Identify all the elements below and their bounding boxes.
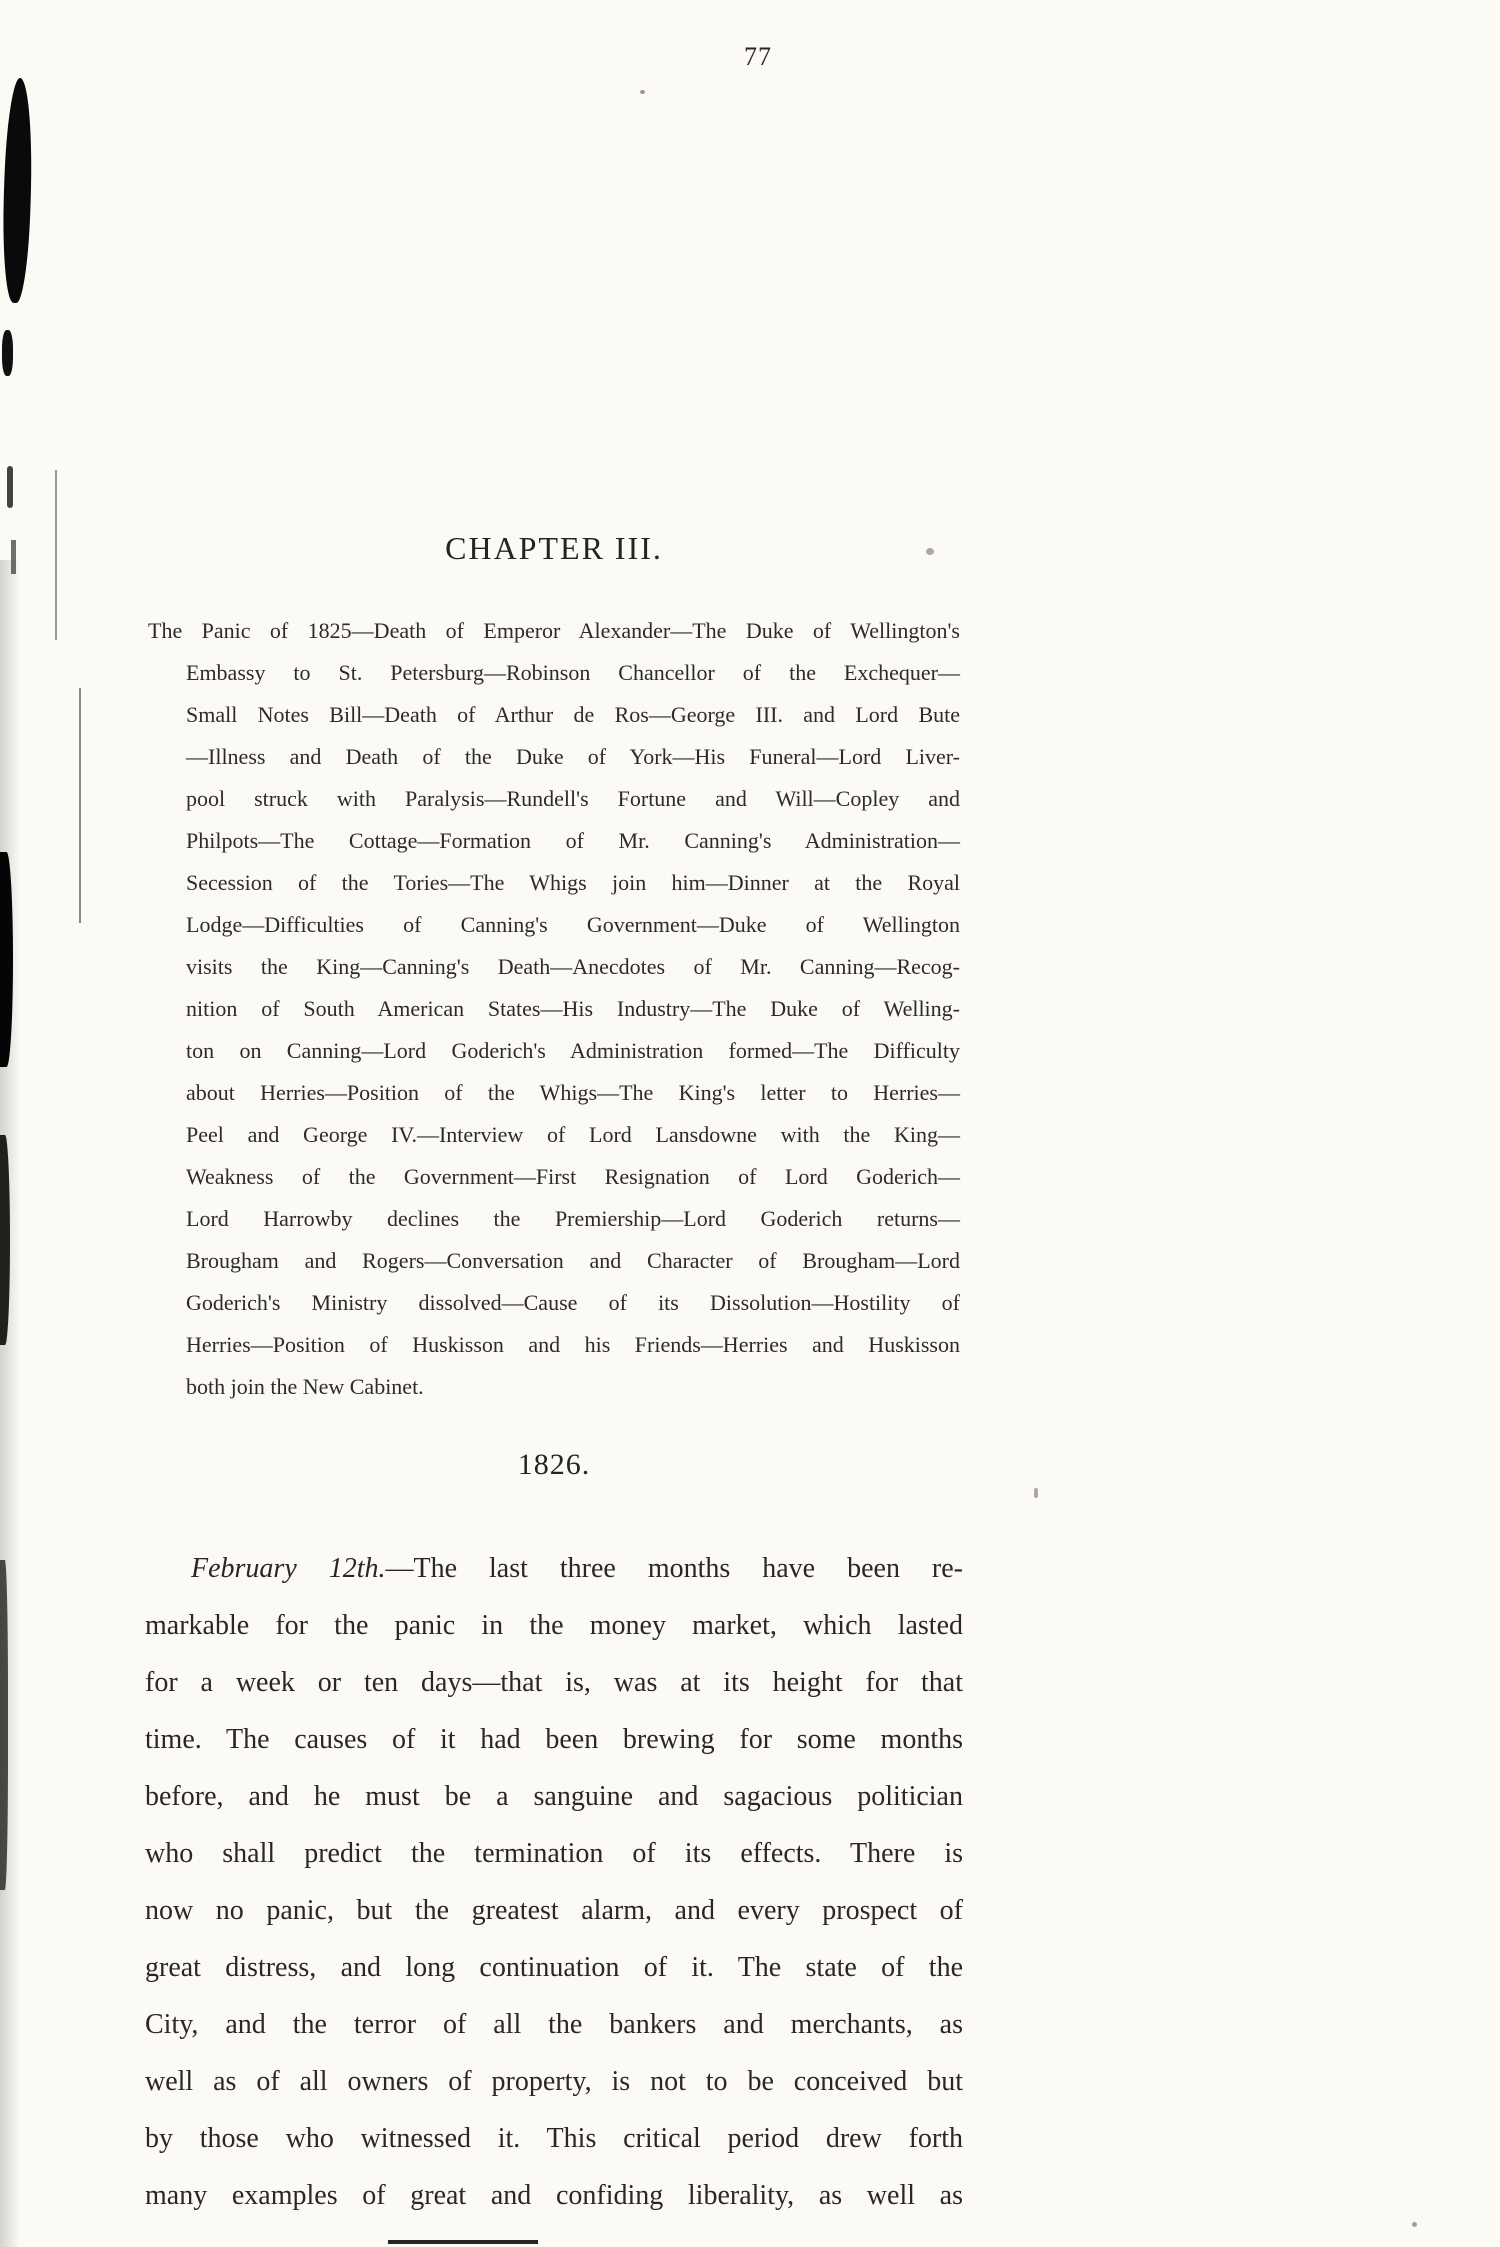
body-line: for a week or ten days—that is, was at its height for that bbox=[145, 1667, 963, 1698]
body-line: by those who witnessed it. This critical period drew forth bbox=[145, 2123, 963, 2154]
summary-line: Weakness of the Government—First Resignation of Lord Goderich— bbox=[186, 1164, 960, 1189]
summary-line: visits the King—Canning's Death—Anecdotes of Mr. Canning—Recog- bbox=[186, 954, 960, 979]
body-line: markable for the panic in the money market, which lasted bbox=[145, 1610, 963, 1641]
summary-line: Goderich's Ministry dissolved—Cause of its Dissolution—Hostility of bbox=[186, 1290, 960, 1315]
body-line-text: —The last three months have been re- bbox=[385, 1553, 963, 1584]
body-line: now no panic, but the greatest alarm, and every prospect of bbox=[145, 1895, 963, 1926]
summary-line: Philpots—The Cottage—Formation of Mr. Canning's Administration— bbox=[186, 828, 960, 853]
chapter-heading: CHAPTER III. bbox=[445, 530, 663, 566]
body-line: City, and the terror of all the bankers and merchants, as bbox=[145, 2009, 963, 2040]
scan-artifact bbox=[0, 78, 35, 304]
scan-artifact bbox=[79, 688, 81, 923]
summary-line: Herries—Position of Huskisson and his Friends—Herries and Huskisson bbox=[186, 1332, 960, 1357]
page-number: 77 bbox=[744, 42, 772, 71]
summary-line: Brougham and Rogers—Conversation and Character of Brougham—Lord bbox=[186, 1248, 960, 1273]
body-line: many examples of great and confiding liberality, as well as bbox=[145, 2180, 963, 2211]
body-line: great distress, and long continuation of it. The state of the bbox=[145, 1952, 963, 1983]
year-heading: 1826. bbox=[517, 1448, 591, 1481]
summary-line: Small Notes Bill—Death of Arthur de Ros—George III. and Lord Bute bbox=[186, 702, 960, 727]
summary-line: The Panic of 1825—Death of Emperor Alexander—The Duke of Wellington's bbox=[148, 618, 960, 643]
body-line: before, and he must be a sanguine and sagacious politician bbox=[145, 1781, 963, 1812]
summary-line: ton on Canning—Lord Goderich's Administration formed—The Difficulty bbox=[186, 1038, 960, 1063]
summary-line: Embassy to St. Petersburg—Robinson Chancellor of the Exchequer— bbox=[186, 660, 960, 685]
body-line: well as of all owners of property, is not to be conceived but bbox=[145, 2066, 963, 2097]
chapter-summary bbox=[148, 610, 960, 1408]
summary-line: pool struck with Paralysis—Rundell's Fortune and Will—Copley and bbox=[186, 786, 960, 811]
date-lead: February 12th. bbox=[191, 1553, 386, 1584]
scan-artifact bbox=[388, 2240, 538, 2244]
summary-line: about Herries—Position of the Whigs—The King's letter to Herries— bbox=[186, 1080, 960, 1105]
body-line bbox=[145, 1540, 963, 1597]
body-paragraph bbox=[145, 1540, 963, 2224]
scan-artifact bbox=[11, 540, 16, 574]
summary-line: —Illness and Death of the Duke of York—His Funeral—Lord Liver- bbox=[186, 744, 960, 769]
ink-speck bbox=[1412, 2222, 1417, 2227]
scan-artifact bbox=[2, 330, 13, 376]
summary-line: nition of South American States—His Industry—The Duke of Welling- bbox=[186, 996, 960, 1021]
body-line: time. The causes of it had been brewing for some months bbox=[145, 1724, 963, 1755]
scan-artifact bbox=[0, 1135, 10, 1345]
scan-artifact bbox=[0, 852, 13, 1067]
ink-speck bbox=[1034, 1488, 1038, 1498]
summary-line: Lord Harrowby declines the Premiership—Lord Goderich returns— bbox=[186, 1206, 960, 1231]
summary-line: Secession of the Tories—The Whigs join him—Dinner at the Royal bbox=[186, 870, 960, 895]
scan-artifact bbox=[7, 466, 13, 508]
scan-artifact bbox=[55, 470, 57, 640]
ink-speck bbox=[640, 90, 645, 94]
summary-line: Lodge—Difficulties of Canning's Government—Duke of Wellington bbox=[186, 912, 960, 937]
summary-line: Peel and George IV.—Interview of Lord Lansdowne with the King— bbox=[186, 1122, 960, 1147]
summary-line: both join the New Cabinet. bbox=[186, 1374, 424, 1399]
body-line: who shall predict the termination of its effects. There is bbox=[145, 1838, 963, 1869]
scan-artifact bbox=[0, 1560, 8, 1890]
binding-shadow bbox=[0, 560, 20, 2247]
